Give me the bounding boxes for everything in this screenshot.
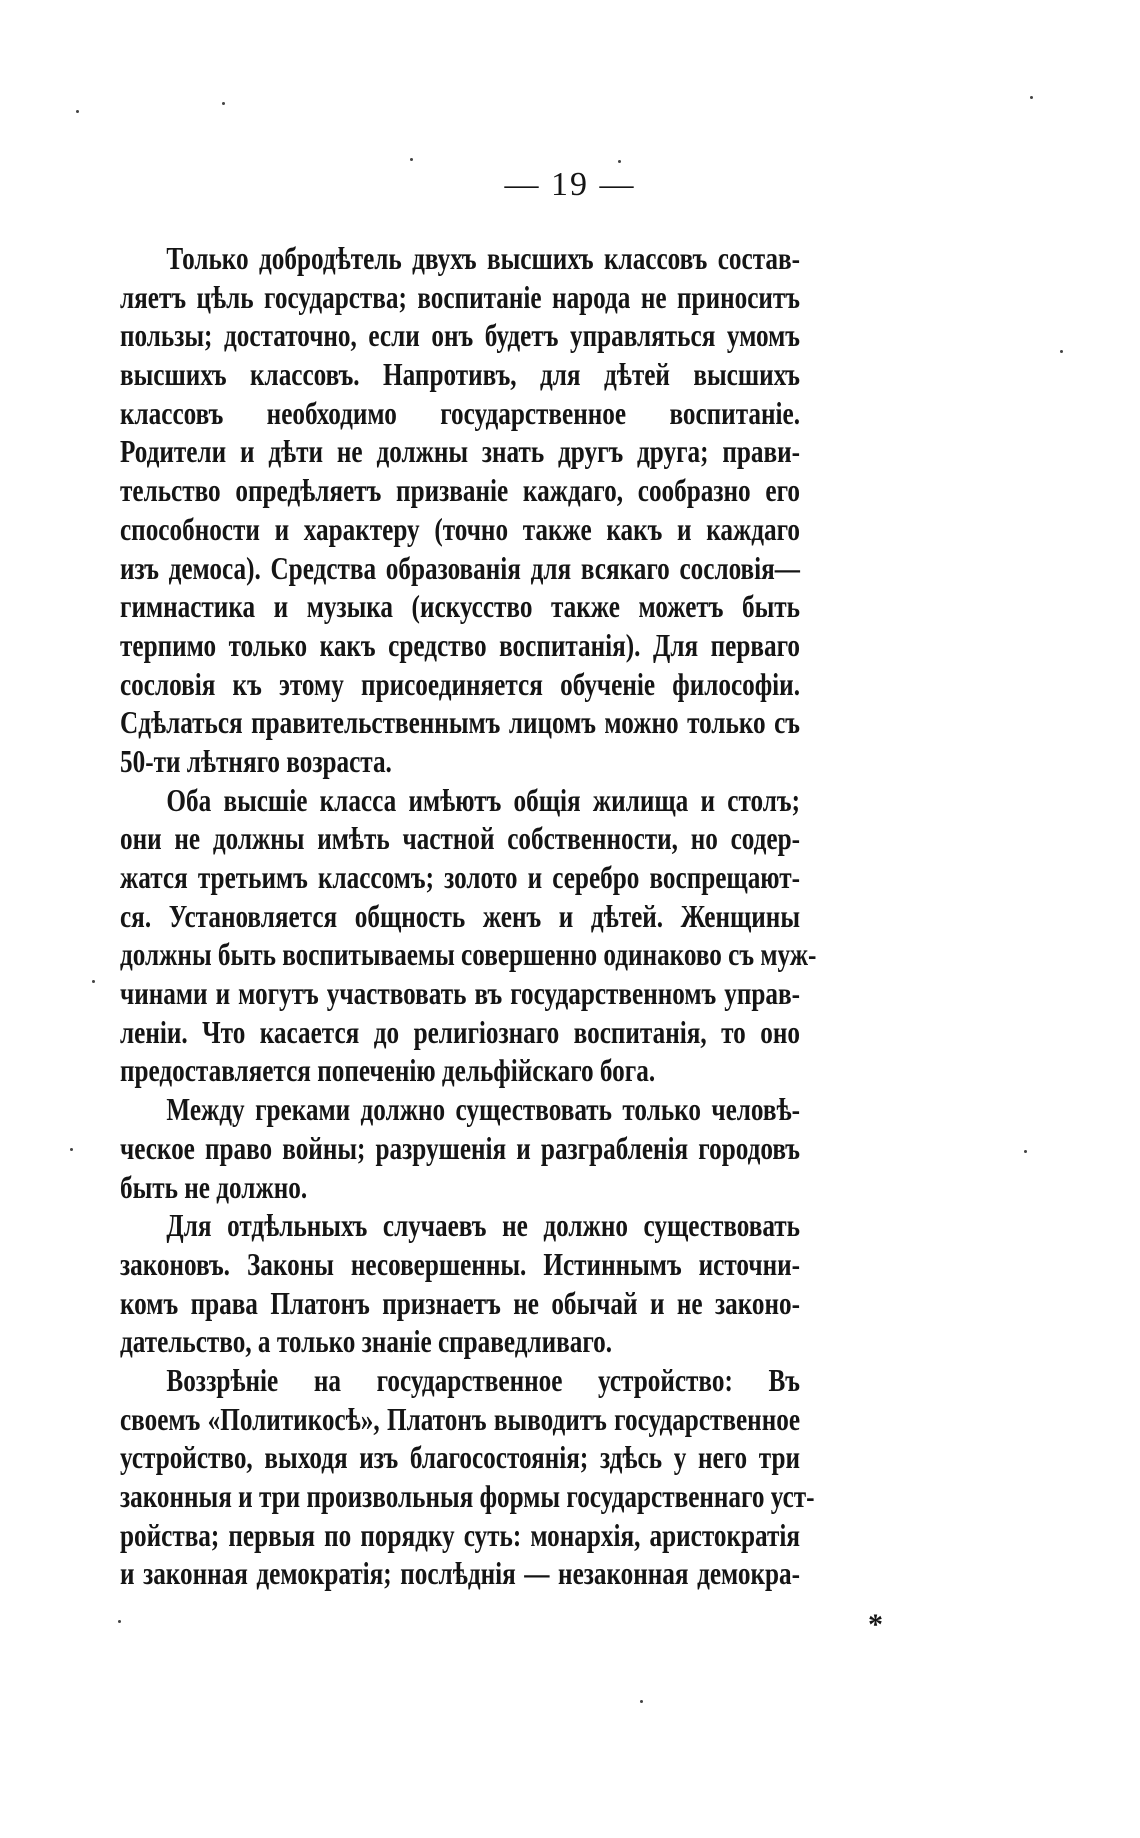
text-line: сословія къ этому присоединяется обученіе философіи.: [120, 666, 800, 702]
text-line: терпимо только какъ средство воспитанія). Для перваго: [120, 627, 800, 663]
text-line: Родители и дѣти не должны знать другъ друга; прави-: [120, 434, 800, 470]
scan-speck: [1030, 96, 1033, 99]
scan-speck: [1060, 350, 1063, 353]
text-line: и законная демократія; послѣднія — незаконная демокра-: [120, 1556, 800, 1592]
text-line: Сдѣлаться правительственнымъ лицомъ можно только съ: [120, 705, 800, 741]
text-line: законныя и три произвольныя формы государственнаго уст-: [120, 1479, 815, 1514]
text-line: предоставляется попеченію дельфійскаго бога.: [120, 1053, 656, 1089]
text-line: 50-ти лѣтняго возраста.: [120, 743, 392, 779]
text-line: изъ демоса). Средства образованія для всякаго сословія—: [120, 550, 800, 586]
text-line: жатся третьимъ классомъ; золото и серебро воспрещают-: [120, 860, 800, 895]
text-line: высшихъ классовъ. Напротивъ, для дѣтей высшихъ: [120, 357, 800, 393]
text-line: устройство, выходя изъ благосостоянія; здѣсь у него три: [120, 1440, 800, 1476]
text-line: Воззрѣніе на государственное устройство: Въ: [166, 1362, 800, 1398]
scan-speck: [76, 110, 79, 113]
scan-speck: [222, 102, 225, 105]
body-text: [120, 240, 817, 1594]
footnote-mark: *: [868, 1608, 883, 1641]
text-line: законовъ. Законы несовершенны. Истиннымъ источни-: [120, 1246, 800, 1282]
text-line: пользы; достаточно, если онъ будетъ управляться умомъ: [120, 318, 800, 354]
page-number: — 19 —: [504, 166, 636, 203]
text-line: способности и характеру (точно также какъ и каждаго: [120, 511, 800, 547]
scan-speck: [410, 158, 413, 161]
text-line: они не должны имѣть частной собственности, но содер-: [120, 821, 800, 857]
text-line: гимнастика и музыка (искусство также можетъ быть: [120, 589, 800, 625]
text-line: леніи. Что касается до религіознаго воспитанія, то оно: [120, 1014, 800, 1050]
text-line: ляетъ цѣль государства; воспитаніе народа не приноситъ: [120, 279, 800, 315]
text-line: ся. Установляется общность женъ и дѣтей. Женщины: [120, 898, 800, 934]
scan-speck: [640, 1700, 643, 1703]
text-line: Между греками должно существовать только человѣ-: [166, 1092, 800, 1128]
scan-speck: [70, 1148, 73, 1151]
text-line: своемъ «Политикосѣ», Платонъ выводитъ государственное: [120, 1401, 800, 1437]
text-line: ройства; первыя по порядку суть: монархія, аристократія: [120, 1517, 800, 1553]
text-line: ческое право войны; разрушенія и разграбленія городовъ: [120, 1130, 800, 1166]
text-line: Для отдѣльныхъ случаевъ не должно существовать: [166, 1208, 800, 1244]
text-line: чинами и могутъ участвовать въ государственномъ управ-: [120, 976, 800, 1012]
text-line: дательство, а только знаніе справедливаго.: [120, 1324, 613, 1360]
text-line: комъ права Платонъ признаетъ не обычай и не законо-: [120, 1285, 800, 1321]
text-line: Оба высшіе класса имѣютъ общія жилища и столъ;: [166, 782, 800, 818]
scan-speck: [118, 1620, 121, 1623]
text-line: Только добродѣтель двухъ высшихъ классовъ состав-: [166, 241, 800, 276]
text-line: должны быть воспитываемы совершенно одинаково съ муж-: [120, 937, 817, 973]
text-line: тельство опредѣляетъ призваніе каждаго, сообразно его: [120, 473, 800, 509]
scan-speck: [1024, 1150, 1027, 1153]
text-line: классовъ необходимо государственное воспитаніе.: [120, 395, 800, 431]
scan-speck: [618, 160, 621, 163]
text-line: быть не должно.: [120, 1169, 308, 1205]
scan-speck: [92, 980, 95, 983]
